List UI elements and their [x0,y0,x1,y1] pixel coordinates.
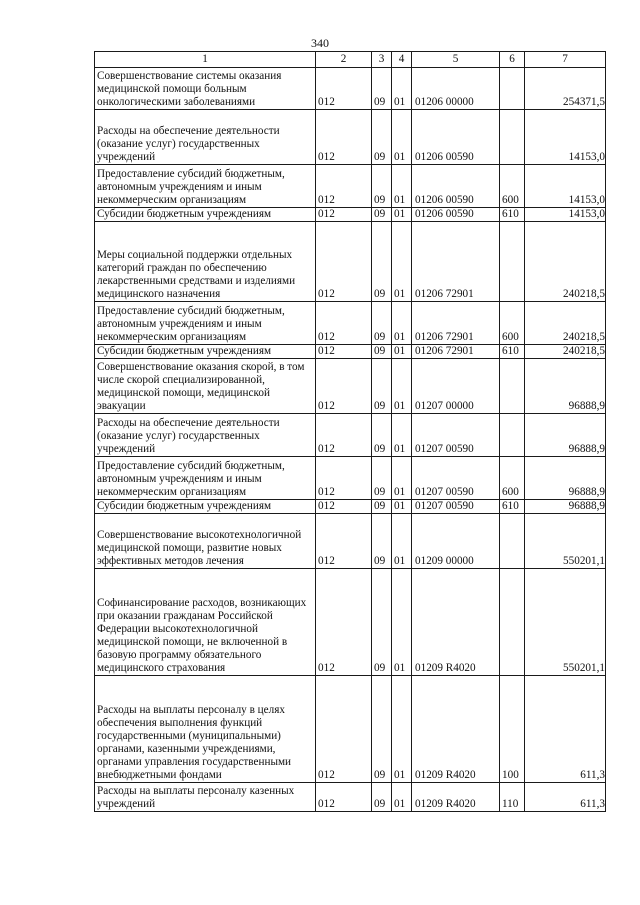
table-row [95,208,606,222]
expense-type-cell [500,569,525,676]
column-header: 2 [316,52,372,68]
expense-type-cell: 610 [500,345,525,359]
expense-name-cell: Расходы на обеспечение деятельности (оказание услуг) государственных учреждений [95,414,316,457]
column-header: 1 [95,52,316,68]
table-row [95,345,606,359]
amount-cell: 96888,9 [525,500,606,514]
expense-type-cell [500,68,525,110]
subsection-code-cell: 01 [392,569,412,676]
ministry-code-cell: 012 [316,222,372,302]
ministry-code-cell: 012 [316,569,372,676]
target-code-cell: 01209 R4020 [412,569,500,676]
expense-type-cell: 600 [500,302,525,345]
expense-type-cell: 610 [500,208,525,222]
section-code-cell: 09 [372,68,392,110]
subsection-code-cell: 01 [392,208,412,222]
target-code-cell: 01207 00590 [412,414,500,457]
expense-type-cell: 610 [500,500,525,514]
ministry-code-cell: 012 [316,345,372,359]
table-row [95,359,606,414]
section-code-cell: 09 [372,110,392,165]
amount-cell: 240218,5 [525,302,606,345]
section-code-cell: 09 [372,676,392,783]
target-code-cell: 01206 72901 [412,302,500,345]
expense-type-cell [500,414,525,457]
section-code-cell: 09 [372,302,392,345]
expense-name-cell: Меры социальной поддержки отдельных категорий граждан по обеспечению лекарственными средствами и изделиями медицинского назначения [95,222,316,302]
target-code-cell: 01206 00590 [412,110,500,165]
table-row [95,569,606,676]
section-code-cell: 09 [372,569,392,676]
table-row [95,676,606,783]
column-header: 3 [372,52,392,68]
section-code-cell: 09 [372,783,392,812]
expense-name-cell: Расходы на выплаты персоналу в целях обеспечения выполнения функций государственными (муниципальными) органами, казенными учреждениями, органами управления государственными внебюджетными фондами [95,676,316,783]
subsection-code-cell: 01 [392,359,412,414]
expense-type-cell: 110 [500,783,525,812]
amount-cell: 14153,0 [525,208,606,222]
subsection-code-cell: 01 [392,68,412,110]
ministry-code-cell: 012 [316,165,372,208]
expense-type-cell: 100 [500,676,525,783]
section-code-cell: 09 [372,345,392,359]
subsection-code-cell: 01 [392,500,412,514]
expense-type-cell [500,110,525,165]
ministry-code-cell: 012 [316,514,372,569]
expense-name-cell: Совершенствование высокотехнологичной медицинской помощи, развитие новых эффективных методов лечения [95,514,316,569]
subsection-code-cell: 01 [392,783,412,812]
ministry-code-cell: 012 [316,500,372,514]
amount-cell: 611,3 [525,783,606,812]
column-header: 5 [412,52,500,68]
amount-cell: 14153,0 [525,165,606,208]
section-code-cell: 09 [372,457,392,500]
table-row [95,514,606,569]
amount-cell: 240218,5 [525,345,606,359]
expense-name-cell: Предоставление субсидий бюджетным, автономным учреждениям и иным некоммерческим организациям [95,457,316,500]
expense-name-cell: Расходы на обеспечение деятельности (оказание услуг) государственных учреждений [95,110,316,165]
table-row [95,457,606,500]
target-code-cell: 01209 R4020 [412,783,500,812]
expense-type-cell [500,359,525,414]
subsection-code-cell: 01 [392,165,412,208]
table-row [95,68,606,110]
expense-type-cell [500,222,525,302]
expense-type-cell: 600 [500,457,525,500]
table-row [95,110,606,165]
ministry-code-cell: 012 [316,457,372,500]
target-code-cell: 01209 R4020 [412,676,500,783]
table-row [95,783,606,812]
section-code-cell: 09 [372,165,392,208]
section-code-cell: 09 [372,359,392,414]
subsection-code-cell: 01 [392,222,412,302]
target-code-cell: 01206 00590 [412,208,500,222]
expense-name-cell: Субсидии бюджетным учреждениям [95,500,316,514]
ministry-code-cell: 012 [316,302,372,345]
ministry-code-cell: 012 [316,783,372,812]
ministry-code-cell: 012 [316,414,372,457]
ministry-code-cell: 012 [316,68,372,110]
target-code-cell: 01206 72901 [412,222,500,302]
ministry-code-cell: 012 [316,676,372,783]
amount-cell: 14153,0 [525,110,606,165]
subsection-code-cell: 01 [392,414,412,457]
table-row [95,500,606,514]
budget-table [94,51,606,812]
amount-cell: 611,3 [525,676,606,783]
amount-cell: 96888,9 [525,359,606,414]
table-body [95,68,606,812]
target-code-cell: 01206 00000 [412,68,500,110]
table-row [95,165,606,208]
amount-cell: 96888,9 [525,457,606,500]
target-code-cell: 01207 00000 [412,359,500,414]
section-code-cell: 09 [372,500,392,514]
expense-name-cell: Предоставление субсидий бюджетным, автономным учреждениям и иным некоммерческим организациям [95,165,316,208]
expense-type-cell [500,514,525,569]
section-code-cell: 09 [372,222,392,302]
subsection-code-cell: 01 [392,345,412,359]
target-code-cell: 01209 00000 [412,514,500,569]
expense-name-cell: Софинансирование расходов, возникающих при оказании гражданам Российской Федерации высокотехнологичной медицинской помощи, не включенной в базовую программу обязательного медицинского страхования [95,569,316,676]
amount-cell: 254371,5 [525,68,606,110]
expense-type-cell: 600 [500,165,525,208]
amount-cell: 550201,1 [525,514,606,569]
target-code-cell: 01206 00590 [412,165,500,208]
expense-name-cell: Субсидии бюджетным учреждениям [95,208,316,222]
page-number: 340 [311,36,329,50]
subsection-code-cell: 01 [392,457,412,500]
expense-name-cell: Расходы на выплаты персоналу казенных учреждений [95,783,316,812]
subsection-code-cell: 01 [392,302,412,345]
expense-name-cell: Совершенствование системы оказания медицинской помощи больным онкологическими заболеваниями [95,68,316,110]
amount-cell: 96888,9 [525,414,606,457]
column-number-row [95,52,606,68]
section-code-cell: 09 [372,514,392,569]
section-code-cell: 09 [372,208,392,222]
amount-cell: 240218,5 [525,222,606,302]
table-row [95,414,606,457]
subsection-code-cell: 01 [392,514,412,569]
expense-name-cell: Предоставление субсидий бюджетным, автономным учреждениям и иным некоммерческим организациям [95,302,316,345]
section-code-cell: 09 [372,414,392,457]
expense-name-cell: Совершенствование оказания скорой, в том числе скорой специализированной, медицинской помощи, медицинской эвакуации [95,359,316,414]
ministry-code-cell: 012 [316,110,372,165]
subsection-code-cell: 01 [392,110,412,165]
ministry-code-cell: 012 [316,359,372,414]
target-code-cell: 01206 72901 [412,345,500,359]
ministry-code-cell: 012 [316,208,372,222]
expense-name-cell: Субсидии бюджетным учреждениям [95,345,316,359]
amount-cell: 550201,1 [525,569,606,676]
column-header: 6 [500,52,525,68]
column-header: 4 [392,52,412,68]
table-row [95,222,606,302]
table-row [95,302,606,345]
target-code-cell: 01207 00590 [412,500,500,514]
subsection-code-cell: 01 [392,676,412,783]
target-code-cell: 01207 00590 [412,457,500,500]
column-header: 7 [525,52,606,68]
